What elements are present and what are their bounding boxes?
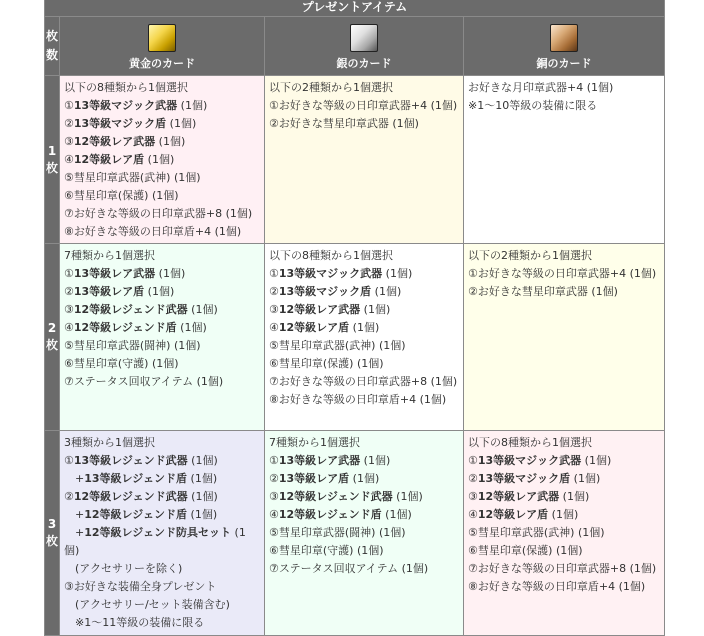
reward-text: ①お好きな等級の日印章武器+4 (1個) [468,267,657,280]
reward-line [468,283,661,301]
reward-item-name: 13等級マジック盾 [278,285,372,298]
reward-item-name: 13等級マジック武器 [477,454,582,467]
reward-line [64,614,261,632]
reward-item-name: 13等級レア盾 [278,472,350,485]
reward-item-name: 12等級レジェンド盾 [73,321,177,334]
reward-text: お好きな月印章武器+4 (1個) [468,81,614,94]
reward-line [64,506,261,524]
reward-line [269,452,460,470]
reward-text: ② [64,285,74,298]
count-header [45,17,60,76]
reward-text: ⑧お好きな等級の日印章盾+4 (1個) [468,580,646,593]
reward-text: ① [64,267,74,280]
reward-line [468,434,661,452]
reward-text: ① [64,454,74,467]
reward-text: ② [269,472,279,485]
reward-text: (1個) [570,472,601,485]
reward-item-name: 12等級レア盾 [477,508,549,521]
reward-line [468,247,661,265]
table-row [45,244,665,431]
reward-line [269,265,460,283]
reward-line [64,319,261,337]
reward-line [64,524,261,560]
reward-text: ②お好きな彗星印章武器 (1個) [269,117,419,130]
reward-text: ⑦お好きな等級の日印章武器+8 (1個) [269,375,458,388]
column-header-label: 銅のカード [536,57,592,70]
table-title-row [45,0,665,17]
row-header-label: 3枚 [46,517,59,548]
reward-line [64,355,261,373]
reward-text: ② [468,472,478,485]
reward-text: ④ [269,508,279,521]
reward-line [269,283,460,301]
reward-text: 以下の8種類から1個選択 [64,81,188,94]
reward-text: + [64,526,85,539]
reward-text: (1個) [360,454,391,467]
reward-line [64,578,261,596]
reward-line [64,133,261,151]
reward-text: ② [64,117,74,130]
reward-text: (アクセサリー/セット装備含む) [64,598,230,611]
reward-line [269,560,460,578]
reward-text: (アクセサリーを除く) [64,562,183,575]
reward-line [269,391,460,409]
gold-card-icon [148,24,176,52]
reward-text: 3種類から1個選択 [64,436,155,449]
reward-text: (1個) [382,267,413,280]
reward-text: ※1～11等級の装備に限る [64,616,205,629]
reward-cell [265,431,464,636]
reward-line [468,265,661,283]
reward-item-name: 13等級レジェンド盾 [84,472,188,485]
reward-cell [464,431,665,636]
reward-text: (1個) [360,303,391,316]
reward-line [468,542,661,560]
reward-text: ④ [468,508,478,521]
reward-line [468,488,661,506]
reward-text: (1個) [381,508,412,521]
reward-text: ③ [269,303,279,316]
row-header [45,76,60,244]
column-header-label: 黄金のカード [129,57,195,70]
reward-text: ⑦ステータス回収アイテム (1個) [64,375,224,388]
reward-line [64,97,261,115]
reward-line [468,97,661,115]
reward-text: (1個) [392,490,423,503]
reward-item-name: 13等級マジック武器 [73,99,178,112]
reward-item-name: 13等級マジック盾 [477,472,571,485]
reward-text: ⑥彗星印章(保護) (1個) [468,544,583,557]
reward-text: ⑥彗星印章(守護) (1個) [269,544,384,557]
reward-text: + [64,508,85,521]
reward-line [269,97,460,115]
reward-item-name: 12等級レア盾 [73,153,145,166]
reward-text: ⑦お好きな等級の日印章武器+8 (1個) [468,562,657,575]
reward-text: ③ [64,135,74,148]
reward-cell [464,76,665,244]
reward-text: + [64,472,85,485]
reward-text: (1個) [166,117,197,130]
reward-line [64,470,261,488]
reward-text: ① [269,454,279,467]
reward-text: ⑧お好きな等級の日印章盾+4 (1個) [269,393,447,406]
reward-text: ④ [64,321,74,334]
reward-line [269,337,460,355]
reward-line [269,470,460,488]
reward-text: ③ [468,490,478,503]
reward-line [468,560,661,578]
reward-line [64,187,261,205]
reward-line [64,596,261,614]
reward-item-name: 12等級レジェンド防具セット [84,526,232,539]
reward-line [64,115,261,133]
reward-line [64,247,261,265]
reward-line [468,470,661,488]
reward-text: 7種類から1個選択 [64,249,155,262]
reward-text: (1個) [371,285,402,298]
reward-cell [60,431,265,636]
reward-line [468,506,661,524]
reward-line [269,506,460,524]
reward-item-name: 12等級レジェンド盾 [84,508,188,521]
reward-line [64,79,261,97]
row-header [45,244,60,431]
reward-line [269,542,460,560]
reward-line [269,79,460,97]
reward-line [269,524,460,542]
reward-cell [60,244,265,431]
reward-item-name: 12等級レジェンド武器 [73,303,188,316]
reward-text: (1個) [187,490,218,503]
reward-cell [60,76,265,244]
reward-line [64,434,261,452]
reward-line [269,301,460,319]
table-row [45,76,665,244]
reward-line [64,488,261,506]
reward-text: ⑤彗星印章武器(闘神) (1個) [64,339,201,352]
reward-text: ②お好きな彗星印章武器 (1個) [468,285,618,298]
reward-line [64,169,261,187]
reward-item-name: 13等級レア武器 [278,454,361,467]
reward-item-name: 13等級レジェンド武器 [73,454,188,467]
reward-text: ④ [269,321,279,334]
reward-item-name: 12等級レア武器 [278,303,361,316]
reward-text: ③お好きな装備全身プレゼント [64,580,217,593]
reward-text: ⑦ステータス回収アイテム (1個) [269,562,429,575]
reward-text: (1個) [187,303,218,316]
reward-text: ⑤彗星印章武器(武神) (1個) [269,339,406,352]
reward-text: 以下の8種類から1個選択 [468,436,592,449]
reward-item-name: 12等級レア武器 [477,490,560,503]
reward-item-name: 13等級レア盾 [73,285,145,298]
row-header-label: 1枚 [46,143,59,175]
reward-text: ①お好きな等級の日印章武器+4 (1個) [269,99,458,112]
reward-text: 7種類から1個選択 [269,436,360,449]
reward-line [64,265,261,283]
reward-line [468,578,661,596]
reward-text: 以下の2種類から1個選択 [468,249,592,262]
reward-line [64,283,261,301]
reward-line [64,560,261,578]
reward-cell [464,244,665,431]
reward-text: ③ [64,303,74,316]
reward-line [269,115,460,133]
reward-text: (1個) [176,321,207,334]
reward-text: 以下の2種類から1個選択 [269,81,393,94]
reward-text: (1個) [155,267,186,280]
reward-line [64,337,261,355]
count-header-label: 枚数 [46,29,59,62]
reward-text: ③ [269,490,279,503]
reward-text: ⑧お好きな等級の日印章盾+4 (1個) [64,225,242,238]
reward-line [468,79,661,97]
column-header-gold [60,17,265,76]
silver-card-icon [350,24,378,52]
reward-line [64,301,261,319]
reward-text: (1個) [144,153,175,166]
reward-line [269,247,460,265]
reward-item-name: 12等級レア盾 [278,321,350,334]
reward-text: (1個) [559,490,590,503]
reward-text: (1個) [581,454,612,467]
reward-item-name: 13等級レア武器 [73,267,156,280]
column-header-row [45,17,665,76]
reward-text: ⑤彗星印章武器(武神) (1個) [64,171,201,184]
reward-cell [265,244,464,431]
reward-text: (1個) [64,526,246,557]
reward-text: (1個) [349,472,380,485]
present-item-table [44,0,665,636]
reward-line [64,452,261,470]
reward-item-name: 12等級レジェンド盾 [278,508,382,521]
reward-line [269,434,460,452]
reward-text: ② [64,490,74,503]
reward-text: ⑥彗星印章(保護) (1個) [269,357,384,370]
reward-text: (1個) [177,99,208,112]
reward-line [64,373,261,391]
reward-text: (1個) [548,508,579,521]
reward-text: ⑤彗星印章武器(闘神) (1個) [269,526,406,539]
table-title: プレゼントアイテム [45,0,665,17]
reward-text: 以下の8種類から1個選択 [269,249,393,262]
reward-text: ⑦お好きな等級の日印章武器+8 (1個) [64,207,253,220]
reward-line [468,524,661,542]
reward-text: (1個) [187,454,218,467]
reward-text: ① [468,454,478,467]
row-header-label: 2枚 [46,321,59,352]
reward-text: ⑥彗星印章(守護) (1個) [64,357,179,370]
reward-line [64,151,261,169]
reward-item-name: 12等級レジェンド武器 [73,490,188,503]
reward-text: (1個) [187,508,218,521]
reward-item-name: 13等級マジック盾 [73,117,167,130]
table-row [45,431,665,636]
reward-line [64,205,261,223]
column-header-silver [265,17,464,76]
reward-text: ① [269,267,279,280]
reward-cell [265,76,464,244]
reward-line [468,452,661,470]
reward-line [64,223,261,241]
reward-text: ⑤彗星印章武器(武神) (1個) [468,526,605,539]
reward-text: ④ [64,153,74,166]
reward-text: (1個) [349,321,380,334]
reward-line [269,373,460,391]
column-header-bronze [464,17,665,76]
reward-text: (1個) [144,285,175,298]
reward-text: (1個) [187,472,218,485]
row-header [45,431,60,636]
reward-text: (1個) [155,135,186,148]
reward-line [269,488,460,506]
reward-text: ① [64,99,74,112]
reward-line [269,355,460,373]
column-header-label: 銀のカード [336,57,392,70]
reward-item-name: 13等級マジック武器 [278,267,383,280]
reward-line [269,319,460,337]
bronze-card-icon [550,24,578,52]
reward-item-name: 12等級レア武器 [73,135,156,148]
reward-text: ② [269,285,279,298]
reward-text: ⑥彗星印章(保護) (1個) [64,189,179,202]
reward-item-name: 12等級レジェンド武器 [278,490,393,503]
reward-text: ※1～10等級の装備に限る [468,99,598,112]
